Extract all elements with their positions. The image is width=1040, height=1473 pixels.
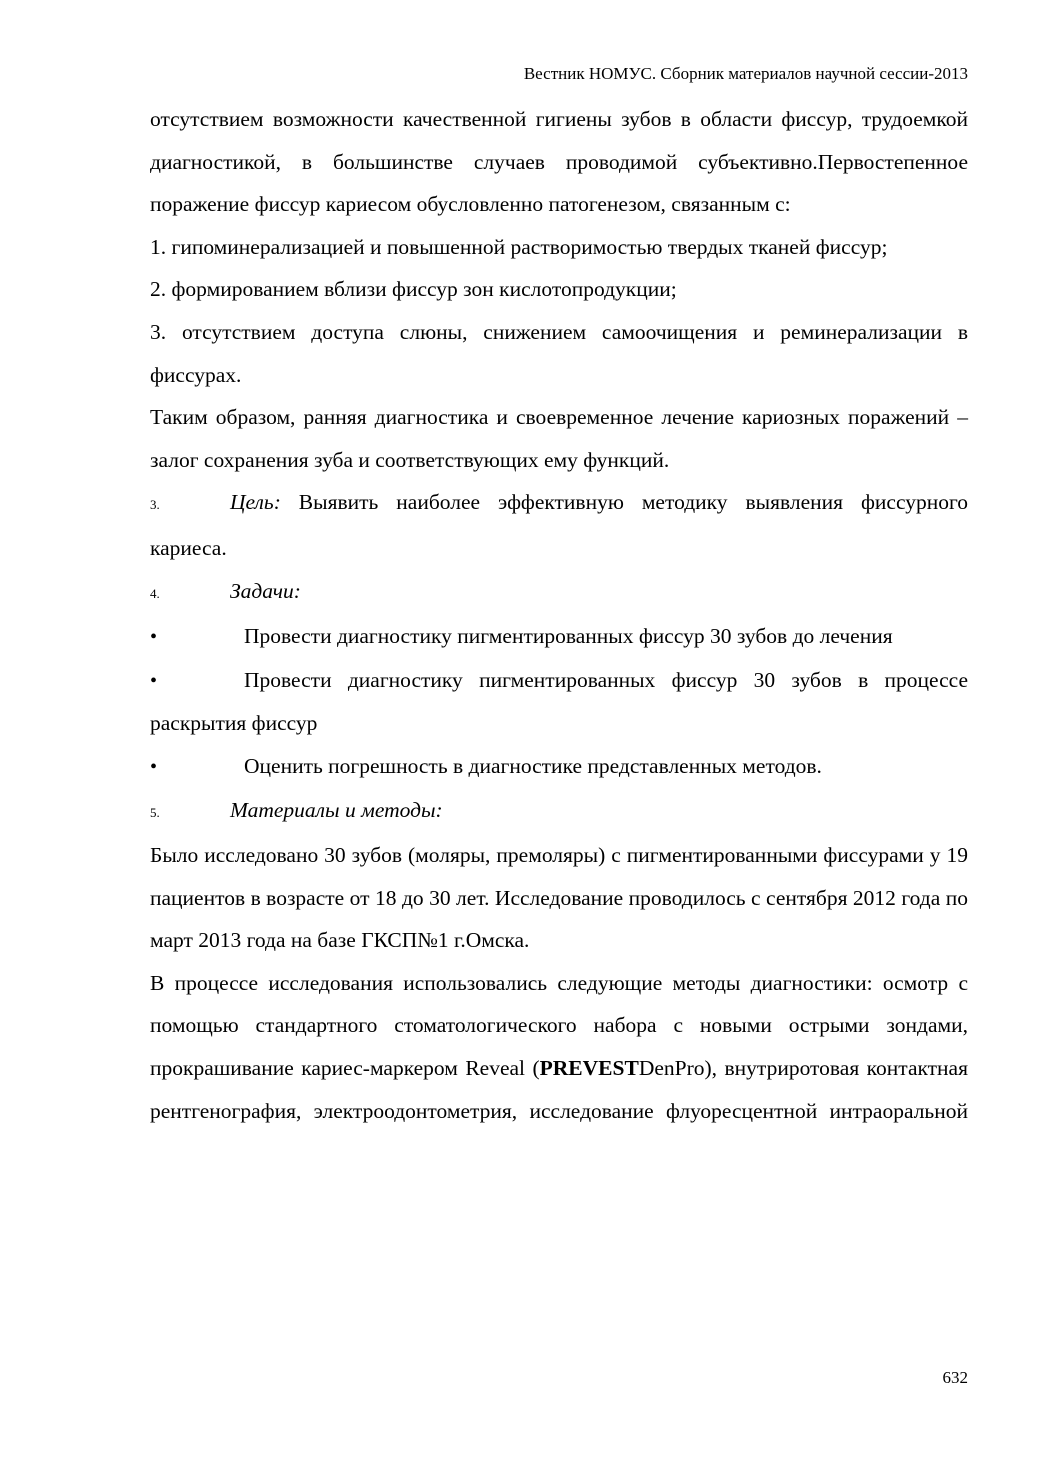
- section-methods-label: Материалы и методы:: [230, 797, 443, 822]
- section-tasks: [150, 570, 968, 616]
- task-item-1: [150, 615, 968, 659]
- task-item-1-text: Провести диагностику пигментированных фиссур 30 зубов до лечения: [244, 624, 893, 649]
- section-tasks-number: 4.: [150, 585, 160, 601]
- bullet-icon: •: [150, 626, 158, 649]
- section-goal-text: Выявить наиболее эффективную методику выявления фиссурного кариеса.: [150, 490, 968, 560]
- section-goal-number: 3.: [150, 497, 160, 513]
- brand-name-rest: DenPro: [638, 1056, 705, 1081]
- paragraph-methods-text-after: ), внутриротовая контактная рентгенография, электроодонтометрия, исследование флуоресцентной интраоральной: [150, 1056, 968, 1123]
- running-header: Вестник НОМУС. Сборник материалов научной сессии-2013: [523, 64, 968, 83]
- paragraph-intro: отсутствием возможности качественной гигиены зубов в области фиссур, трудоемкой диагностикой, в большинстве случаев проводимой субъективно.Первостепенное поражение фиссур кариесом обусловленно патогенезом, связанным с:: [150, 107, 968, 217]
- page-body: [150, 98, 968, 1132]
- brand-name-bold: PREVEST: [539, 1056, 639, 1081]
- section-methods-number: 5.: [150, 804, 160, 820]
- list-item-1: 1. гипоминерализацией и повышенной растворимостью твердых тканей фиссур;: [150, 234, 888, 259]
- paragraph-conclusion: Таким образом, ранняя диагностика и своевременное лечение кариозных поражений – залог сохранения зуба и соответствующих ему функций.: [150, 405, 968, 472]
- paragraph-methods: [150, 962, 968, 1132]
- bullet-icon: •: [150, 669, 158, 692]
- section-methods: [150, 789, 968, 835]
- section-goal-label: Цель:: [230, 490, 281, 515]
- task-item-2: [150, 659, 968, 745]
- section-goal: [150, 481, 968, 569]
- section-tasks-label: Задачи:: [230, 578, 301, 603]
- task-item-2-text: Провести диагностику пигментированных фиссур 30 зубов в процессе раскрытия фиссур: [150, 667, 968, 736]
- list-item-3: 3. отсутствием доступа слюны, снижением самоочищения и реминерализации в фиссурах.: [150, 319, 968, 387]
- page-number: 632: [942, 1368, 968, 1387]
- list-item-2: 2. формированием вблизи фиссур зон кислотопродукции;: [150, 277, 677, 302]
- task-item-3: [150, 745, 968, 789]
- bullet-icon: •: [150, 755, 158, 778]
- paragraph-methods-text-before: В процессе исследования использовались следующие методы диагностики: осмотр с помощью стандартного стоматологического набора с новыми острыми зондами, прокрашивание кариес-маркером Reveal (: [150, 970, 968, 1081]
- task-item-3-text: Оценить погрешность в диагностике представленных методов.: [244, 753, 822, 778]
- paragraph-study: Было исследовано 30 зубов (моляры, премоляры) с пигментированными фиссурами у 19 пациентов в возрасте от 18 до 30 лет. Исследование проводилось с сентября 2012 года по март 2013 года на базе ГКСП№1 г.Омска.: [150, 843, 968, 953]
